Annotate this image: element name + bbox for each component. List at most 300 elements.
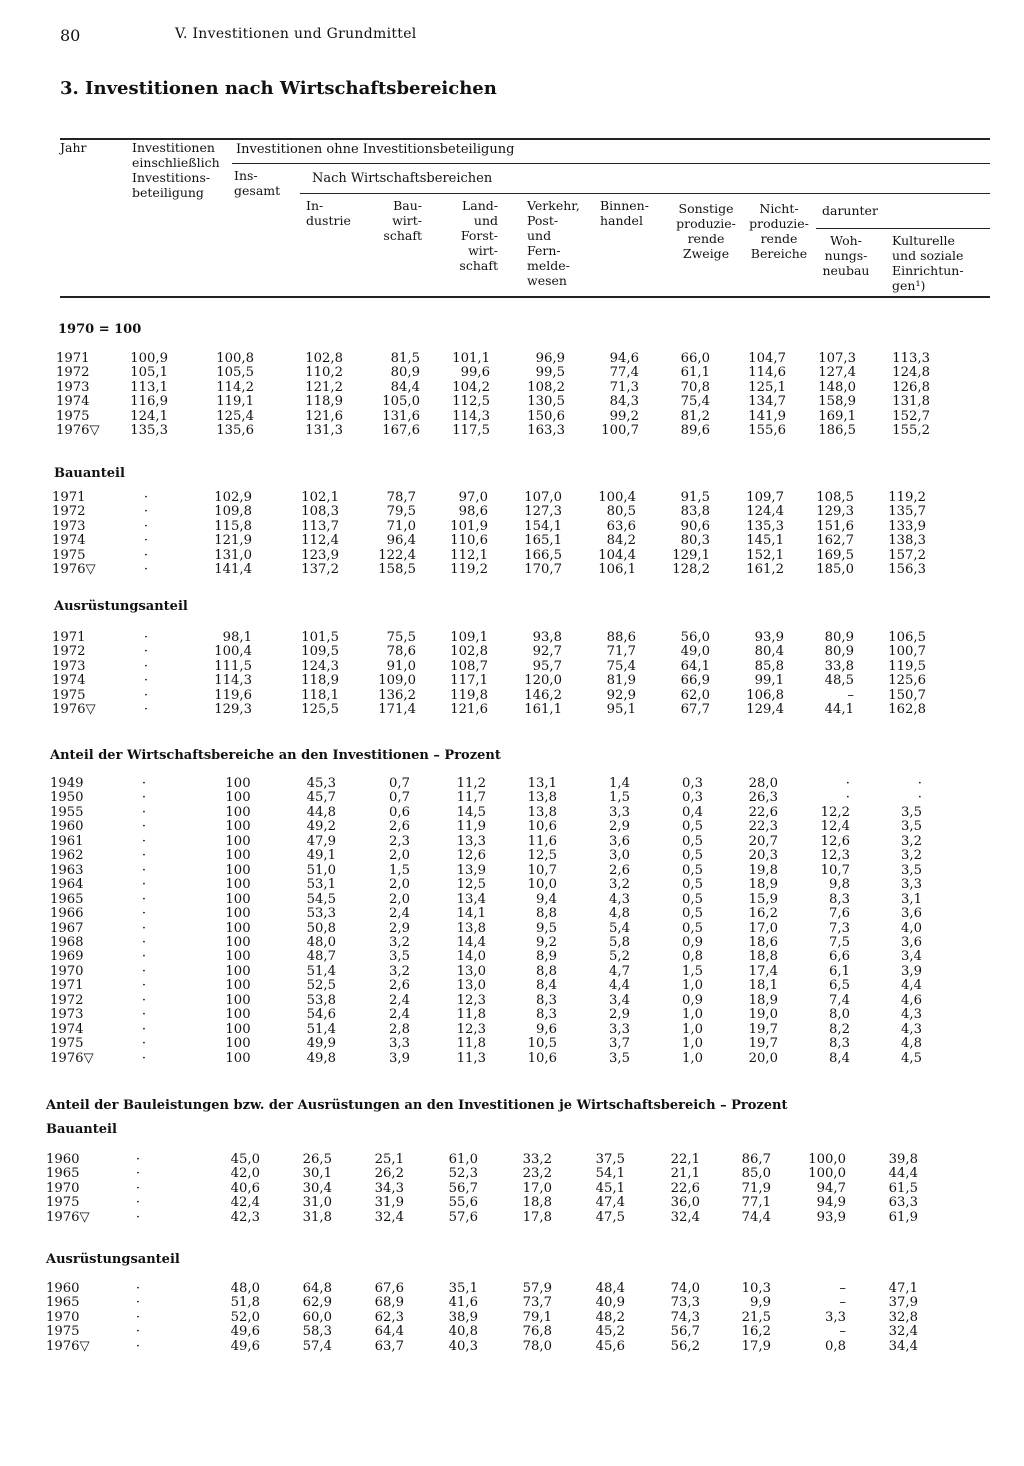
- header-rule-nach: [300, 193, 990, 194]
- cell-land-forst: 12,6: [456, 848, 486, 864]
- table-row: [0, 645, 1024, 659]
- cell-wohnungsneubau: 8,3: [829, 1036, 850, 1052]
- header-insgesamt: Ins- gesamt: [234, 168, 281, 198]
- cell-verkehr: 120,0: [524, 673, 562, 689]
- header-darunter: darunter: [822, 203, 878, 218]
- section-subtitle-bauanteil: Bauanteil: [46, 1122, 117, 1137]
- cell-bauwirtschaft: 2,6: [389, 978, 410, 994]
- cell-inv-einschl: 113,1: [130, 379, 168, 395]
- cell-verkehr: 146,2: [524, 687, 562, 703]
- cell-binnenhandel: 63,6: [606, 518, 636, 534]
- cell-wohnungsneubau: –: [839, 1281, 846, 1296]
- cell-inv-einschl: ·: [135, 1324, 141, 1340]
- cell-industrie: 54,6: [306, 1007, 336, 1023]
- cell-bauwirtschaft: 79,5: [386, 504, 416, 520]
- cell-insgesamt: 100: [225, 1050, 251, 1066]
- table-row: [0, 849, 1024, 863]
- cell-verkehr: 108,2: [527, 379, 565, 395]
- cell-nichtproduzierend: 85,0: [741, 1166, 771, 1182]
- cell-industrie: 57,4: [302, 1338, 332, 1354]
- cell-inv-einschl: 124,1: [130, 408, 168, 424]
- cell-jahr: 1972: [56, 365, 90, 381]
- cell-kulturelle: 150,7: [888, 687, 926, 703]
- cell-nichtproduzierend: 17,4: [748, 963, 778, 979]
- cell-land-forst: 13,0: [456, 963, 486, 979]
- cell-bauwirtschaft: 3,3: [389, 1036, 410, 1052]
- cell-kulturelle: 106,5: [888, 630, 926, 645]
- cell-verkehr: 13,8: [527, 790, 557, 806]
- cell-nichtproduzierend: 19,7: [748, 1021, 778, 1037]
- cell-binnenhandel: 94,6: [609, 351, 639, 366]
- cell-bauwirtschaft: 2,0: [389, 877, 410, 893]
- cell-nichtproduzierend: 145,1: [746, 533, 784, 549]
- cell-binnenhandel: 40,9: [595, 1295, 625, 1311]
- cell-nichtproduzierend: 93,9: [754, 630, 784, 645]
- cell-sonstige: 0,5: [682, 891, 703, 907]
- cell-inv-einschl: ·: [143, 562, 149, 578]
- cell-wohnungsneubau: 93,9: [816, 1209, 846, 1225]
- table-row: [0, 1311, 1024, 1325]
- table-row: [0, 674, 1024, 688]
- cell-bauwirtschaft: 3,9: [389, 1050, 410, 1066]
- cell-nichtproduzierend: 135,3: [746, 518, 784, 534]
- cell-land-forst: 55,6: [448, 1195, 478, 1211]
- header-verkehr: Verkehr, Post- und Fern- melde- wesen: [527, 198, 580, 288]
- cell-kulturelle: 44,4: [888, 1166, 918, 1182]
- cell-bauwirtschaft: 2,8: [389, 1021, 410, 1037]
- cell-bauwirtschaft: 2,3: [389, 833, 410, 849]
- cell-industrie: 123,9: [301, 547, 339, 563]
- cell-binnenhandel: 71,7: [606, 644, 636, 660]
- cell-land-forst: 108,7: [450, 658, 488, 674]
- cell-sonstige: 32,4: [670, 1209, 700, 1225]
- cell-nichtproduzierend: 15,9: [748, 891, 778, 907]
- cell-nichtproduzierend: 141,9: [748, 408, 786, 424]
- cell-binnenhandel: 45,2: [595, 1324, 625, 1340]
- cell-verkehr: 127,3: [524, 504, 562, 520]
- cell-sonstige: 0,5: [682, 877, 703, 893]
- cell-jahr: 1972: [50, 992, 84, 1008]
- table-row: [0, 520, 1024, 534]
- header-nach-wirtschaftsbereichen: Nach Wirtschaftsbereichen: [312, 171, 493, 186]
- cell-kulturelle: 3,6: [901, 934, 922, 950]
- cell-jahr: 1976▽: [52, 562, 96, 578]
- table-row: [0, 1296, 1024, 1310]
- cell-binnenhandel: 47,4: [595, 1195, 625, 1211]
- cell-industrie: 45,7: [306, 790, 336, 806]
- cell-verkehr: 165,1: [524, 533, 562, 549]
- cell-inv-einschl: ·: [141, 790, 147, 806]
- cell-bauwirtschaft: 2,4: [389, 906, 410, 922]
- cell-jahr: 1971: [52, 490, 86, 505]
- cell-inv-einschl: ·: [141, 877, 147, 893]
- cell-kulturelle: 39,8: [888, 1152, 918, 1167]
- cell-wohnungsneubau: 7,6: [829, 906, 850, 922]
- cell-inv-einschl: ·: [143, 658, 149, 674]
- cell-wohnungsneubau: 8,4: [829, 1050, 850, 1066]
- table-row: [0, 1325, 1024, 1339]
- cell-binnenhandel: 92,9: [606, 687, 636, 703]
- cell-bauwirtschaft: 63,7: [374, 1338, 404, 1354]
- cell-industrie: 102,1: [301, 490, 339, 505]
- cell-bauwirtschaft: 80,9: [390, 365, 420, 381]
- cell-nichtproduzierend: 19,7: [748, 1036, 778, 1052]
- cell-sonstige: 1,0: [682, 1007, 703, 1023]
- cell-industrie: 49,9: [306, 1036, 336, 1052]
- cell-insgesamt: 100: [225, 804, 251, 820]
- cell-land-forst: 110,6: [450, 533, 488, 549]
- cell-inv-einschl: ·: [141, 906, 147, 922]
- cell-verkehr: 13,1: [527, 776, 557, 791]
- cell-industrie: 31,0: [302, 1195, 332, 1211]
- cell-binnenhandel: 99,2: [609, 408, 639, 424]
- cell-bauwirtschaft: 2,9: [389, 920, 410, 936]
- table-row: [0, 424, 1024, 438]
- cell-binnenhandel: 1,4: [609, 776, 630, 791]
- cell-sonstige: 90,6: [680, 518, 710, 534]
- cell-inv-einschl: ·: [141, 862, 147, 878]
- cell-jahr: 1960: [46, 1281, 80, 1296]
- cell-land-forst: 41,6: [448, 1295, 478, 1311]
- cell-sonstige: 73,3: [670, 1295, 700, 1311]
- cell-land-forst: 112,5: [452, 394, 490, 410]
- cell-verkehr: 10,6: [527, 1050, 557, 1066]
- cell-bauwirtschaft: 3,2: [389, 963, 410, 979]
- cell-kulturelle: 3,1: [901, 891, 922, 907]
- cell-sonstige: 1,0: [682, 978, 703, 994]
- table-row: [0, 505, 1024, 519]
- cell-bauwirtschaft: 68,9: [374, 1295, 404, 1311]
- cell-inv-einschl: ·: [141, 819, 147, 835]
- cell-verkehr: 33,2: [522, 1152, 552, 1167]
- cell-sonstige: 56,7: [670, 1324, 700, 1340]
- cell-binnenhandel: 2,9: [609, 819, 630, 835]
- cell-kulturelle: 61,5: [888, 1180, 918, 1196]
- table-row: [0, 410, 1024, 424]
- cell-binnenhandel: 95,1: [606, 702, 636, 718]
- cell-wohnungsneubau: 33,8: [824, 658, 854, 674]
- cell-inv-einschl: ·: [141, 1021, 147, 1037]
- cell-industrie: 49,1: [306, 848, 336, 864]
- cell-binnenhandel: 84,2: [606, 533, 636, 549]
- cell-binnenhandel: 5,8: [609, 934, 630, 950]
- cell-wohnungsneubau: 80,9: [824, 644, 854, 660]
- table-row: [0, 1167, 1024, 1181]
- cell-jahr: 1976▽: [46, 1209, 90, 1225]
- cell-wohnungsneubau: 185,0: [816, 562, 854, 578]
- cell-insgesamt: 119,1: [216, 394, 254, 410]
- cell-verkehr: 8,3: [536, 992, 557, 1008]
- cell-inv-einschl: ·: [143, 630, 149, 645]
- cell-wohnungsneubau: 94,9: [816, 1195, 846, 1211]
- cell-bauwirtschaft: 31,9: [374, 1195, 404, 1211]
- cell-industrie: 48,0: [306, 934, 336, 950]
- cell-nichtproduzierend: 22,6: [748, 804, 778, 820]
- cell-jahr: 1965: [46, 1166, 80, 1182]
- cell-land-forst: 14,0: [456, 949, 486, 965]
- cell-jahr: 1975: [50, 1036, 84, 1052]
- cell-wohnungsneubau: 12,4: [820, 819, 850, 835]
- cell-bauwirtschaft: 2,0: [389, 891, 410, 907]
- cell-insgesamt: 48,0: [230, 1281, 260, 1296]
- cell-sonstige: 0,5: [682, 920, 703, 936]
- cell-nichtproduzierend: 17,0: [748, 920, 778, 936]
- header-rule-ohne: [232, 163, 990, 164]
- cell-sonstige: 22,6: [670, 1180, 700, 1196]
- cell-binnenhandel: 54,1: [595, 1166, 625, 1182]
- section-title-ausruestungsanteil: Ausrüstungsanteil: [54, 599, 188, 614]
- cell-land-forst: 114,3: [452, 408, 490, 424]
- table-row: [0, 549, 1024, 563]
- cell-verkehr: 99,5: [535, 365, 565, 381]
- cell-land-forst: 40,8: [448, 1324, 478, 1340]
- cell-wohnungsneubau: –: [839, 1295, 846, 1311]
- cell-inv-einschl: ·: [141, 1050, 147, 1066]
- cell-industrie: 118,1: [301, 687, 339, 703]
- cell-binnenhandel: 5,4: [609, 920, 630, 936]
- cell-kulturelle: 100,7: [888, 644, 926, 660]
- cell-wohnungsneubau: 6,5: [829, 978, 850, 994]
- cell-nichtproduzierend: 18,9: [748, 877, 778, 893]
- cell-inv-einschl: ·: [135, 1309, 141, 1325]
- cell-inv-einschl: ·: [143, 504, 149, 520]
- table-row: [0, 631, 1024, 645]
- cell-land-forst: 112,1: [450, 547, 488, 563]
- cell-wohnungsneubau: 148,0: [818, 379, 856, 395]
- cell-verkehr: 8,8: [536, 963, 557, 979]
- cell-verkehr: 10,7: [527, 862, 557, 878]
- cell-sonstige: 0,5: [682, 833, 703, 849]
- cell-inv-einschl: ·: [135, 1209, 141, 1225]
- table-row: [0, 950, 1024, 964]
- cell-verkehr: 57,9: [522, 1281, 552, 1296]
- table-row: [0, 878, 1024, 892]
- cell-wohnungsneubau: 8,2: [829, 1021, 850, 1037]
- cell-sonstige: 49,0: [680, 644, 710, 660]
- cell-industrie: 31,8: [302, 1209, 332, 1225]
- cell-nichtproduzierend: 16,2: [748, 906, 778, 922]
- cell-land-forst: 109,1: [450, 630, 488, 645]
- cell-wohnungsneubau: 44,1: [824, 702, 854, 718]
- cell-wohnungsneubau: 12,3: [820, 848, 850, 864]
- cell-insgesamt: 131,0: [214, 547, 252, 563]
- cell-verkehr: 78,0: [522, 1338, 552, 1354]
- cell-bauwirtschaft: 2,0: [389, 848, 410, 864]
- table-row: [0, 864, 1024, 878]
- cell-land-forst: 12,3: [456, 1021, 486, 1037]
- cell-sonstige: 83,8: [680, 504, 710, 520]
- cell-nichtproduzierend: 26,3: [748, 790, 778, 806]
- cell-inv-einschl: ·: [135, 1180, 141, 1196]
- cell-wohnungsneubau: 6,1: [829, 963, 850, 979]
- cell-binnenhandel: 37,5: [595, 1152, 625, 1167]
- cell-binnenhandel: 100,4: [598, 490, 636, 505]
- cell-kulturelle: 4,4: [901, 978, 922, 994]
- cell-verkehr: 96,9: [535, 351, 565, 366]
- cell-wohnungsneubau: 7,5: [829, 934, 850, 950]
- cell-industrie: 62,9: [302, 1295, 332, 1311]
- cell-sonstige: 0,3: [682, 790, 703, 806]
- cell-bauwirtschaft: 131,6: [382, 408, 420, 424]
- cell-inv-einschl: ·: [141, 949, 147, 965]
- cell-nichtproduzierend: 161,2: [746, 562, 784, 578]
- cell-industrie: 108,3: [301, 504, 339, 520]
- cell-binnenhandel: 106,1: [598, 562, 636, 578]
- cell-sonstige: 36,0: [670, 1195, 700, 1211]
- section-title-bauanteil: Bauanteil: [54, 466, 125, 481]
- cell-bauwirtschaft: 64,4: [374, 1324, 404, 1340]
- cell-kulturelle: 162,8: [888, 702, 926, 718]
- cell-binnenhandel: 100,7: [601, 423, 639, 439]
- cell-bauwirtschaft: 62,3: [374, 1309, 404, 1325]
- cell-insgesamt: 100: [225, 992, 251, 1008]
- cell-land-forst: 101,1: [452, 351, 490, 366]
- cell-verkehr: 107,0: [524, 490, 562, 505]
- cell-insgesamt: 125,4: [216, 408, 254, 424]
- cell-wohnungsneubau: 0,8: [825, 1338, 846, 1354]
- cell-wohnungsneubau: 48,5: [824, 673, 854, 689]
- cell-insgesamt: 100: [225, 776, 251, 791]
- cell-verkehr: 8,3: [536, 1007, 557, 1023]
- cell-kulturelle: 3,3: [901, 877, 922, 893]
- cell-kulturelle: 3,5: [901, 819, 922, 835]
- header-bottom-rule: [60, 296, 990, 298]
- cell-industrie: 51,4: [306, 963, 336, 979]
- cell-bauwirtschaft: 78,6: [386, 644, 416, 660]
- cell-binnenhandel: 4,7: [609, 963, 630, 979]
- cell-wohnungsneubau: 9,8: [829, 877, 850, 893]
- cell-inv-einschl: ·: [135, 1152, 141, 1167]
- cell-insgesamt: 42,0: [230, 1166, 260, 1182]
- cell-land-forst: 121,6: [450, 702, 488, 718]
- cell-land-forst: 104,2: [452, 379, 490, 395]
- cell-binnenhandel: 3,2: [609, 877, 630, 893]
- cell-nichtproduzierend: 152,1: [746, 547, 784, 563]
- cell-sonstige: 75,4: [680, 394, 710, 410]
- cell-bauwirtschaft: 71,0: [386, 518, 416, 534]
- cell-land-forst: 14,1: [456, 906, 486, 922]
- cell-insgesamt: 100: [225, 934, 251, 950]
- cell-nichtproduzierend: 77,1: [741, 1195, 771, 1211]
- cell-jahr: 1971: [52, 630, 86, 645]
- cell-land-forst: 11,3: [456, 1050, 486, 1066]
- cell-jahr: 1975: [52, 547, 86, 563]
- cell-kulturelle: 61,9: [888, 1209, 918, 1225]
- cell-verkehr: 10,6: [527, 819, 557, 835]
- cell-land-forst: 38,9: [448, 1309, 478, 1325]
- cell-verkehr: 163,3: [527, 423, 565, 439]
- cell-inv-einschl: ·: [141, 776, 147, 791]
- cell-verkehr: 12,5: [527, 848, 557, 864]
- cell-kulturelle: 119,2: [888, 490, 926, 505]
- cell-wohnungsneubau: 10,7: [820, 862, 850, 878]
- cell-sonstige: 0,5: [682, 848, 703, 864]
- cell-kulturelle: 63,3: [888, 1195, 918, 1211]
- cell-verkehr: 9,2: [536, 934, 557, 950]
- cell-kulturelle: 113,3: [892, 351, 930, 366]
- cell-verkehr: 10,0: [527, 877, 557, 893]
- cell-insgesamt: 109,8: [214, 504, 252, 520]
- cell-verkehr: 8,4: [536, 978, 557, 994]
- cell-bauwirtschaft: 2,6: [389, 819, 410, 835]
- cell-nichtproduzierend: 85,8: [754, 658, 784, 674]
- cell-land-forst: 11,2: [456, 776, 486, 791]
- cell-jahr: 1976▽: [56, 423, 100, 439]
- cell-land-forst: 119,2: [450, 562, 488, 578]
- cell-binnenhandel: 4,8: [609, 906, 630, 922]
- cell-bauwirtschaft: 122,4: [378, 547, 416, 563]
- cell-inv-einschl: ·: [141, 804, 147, 820]
- cell-bauwirtschaft: 96,4: [386, 533, 416, 549]
- cell-nichtproduzierend: 109,7: [746, 490, 784, 505]
- cell-land-forst: 12,5: [456, 877, 486, 893]
- cell-binnenhandel: 80,5: [606, 504, 636, 520]
- cell-binnenhandel: 3,4: [609, 992, 630, 1008]
- cell-wohnungsneubau: 127,4: [818, 365, 856, 381]
- cell-land-forst: 11,8: [456, 1007, 486, 1023]
- cell-industrie: 51,4: [306, 1021, 336, 1037]
- cell-verkehr: 154,1: [524, 518, 562, 534]
- cell-bauwirtschaft: 2,4: [389, 992, 410, 1008]
- cell-wohnungsneubau: 169,1: [818, 408, 856, 424]
- cell-industrie: 101,5: [301, 630, 339, 645]
- cell-wohnungsneubau: 6,6: [829, 949, 850, 965]
- table-row: [0, 806, 1024, 820]
- table-row: [0, 965, 1024, 979]
- cell-insgesamt: 45,0: [230, 1152, 260, 1167]
- table-row: [0, 820, 1024, 834]
- cell-wohnungsneubau: 169,5: [816, 547, 854, 563]
- cell-wohnungsneubau: 3,3: [825, 1309, 846, 1325]
- cell-industrie: 45,3: [306, 776, 336, 791]
- cell-insgesamt: 100: [225, 920, 251, 936]
- cell-industrie: 118,9: [305, 394, 343, 410]
- cell-bauwirtschaft: 34,3: [374, 1180, 404, 1196]
- cell-verkehr: 17,0: [522, 1180, 552, 1196]
- cell-verkehr: 95,7: [532, 658, 562, 674]
- cell-insgesamt: 105,5: [216, 365, 254, 381]
- cell-verkehr: 17,8: [522, 1209, 552, 1225]
- cell-jahr: 1955: [50, 804, 84, 820]
- header-bauwirtschaft: Bau- wirt- schaft: [383, 198, 422, 243]
- cell-insgesamt: 100: [225, 949, 251, 965]
- cell-industrie: 53,3: [306, 906, 336, 922]
- table-row: [0, 534, 1024, 548]
- cell-kulturelle: 4,6: [901, 992, 922, 1008]
- cell-sonstige: 66,0: [680, 351, 710, 366]
- cell-bauwirtschaft: 0,7: [389, 776, 410, 791]
- cell-insgesamt: 121,9: [214, 533, 252, 549]
- cell-kulturelle: 124,8: [892, 365, 930, 381]
- cell-kulturelle: 138,3: [888, 533, 926, 549]
- cell-binnenhandel: 77,4: [609, 365, 639, 381]
- cell-verkehr: 93,8: [532, 630, 562, 645]
- cell-land-forst: 13,9: [456, 862, 486, 878]
- cell-sonstige: 1,5: [682, 963, 703, 979]
- table-row: [0, 922, 1024, 936]
- cell-kulturelle: 3,2: [901, 848, 922, 864]
- cell-wohnungsneubau: 100,0: [808, 1152, 846, 1167]
- cell-land-forst: 99,6: [460, 365, 490, 381]
- cell-sonstige: 56,2: [670, 1338, 700, 1354]
- table-row: [0, 395, 1024, 409]
- cell-nichtproduzierend: 124,4: [746, 504, 784, 520]
- cell-bauwirtschaft: 2,4: [389, 1007, 410, 1023]
- cell-verkehr: 166,5: [524, 547, 562, 563]
- cell-industrie: 121,2: [305, 379, 343, 395]
- cell-industrie: 53,8: [306, 992, 336, 1008]
- cell-insgesamt: 98,1: [222, 630, 252, 645]
